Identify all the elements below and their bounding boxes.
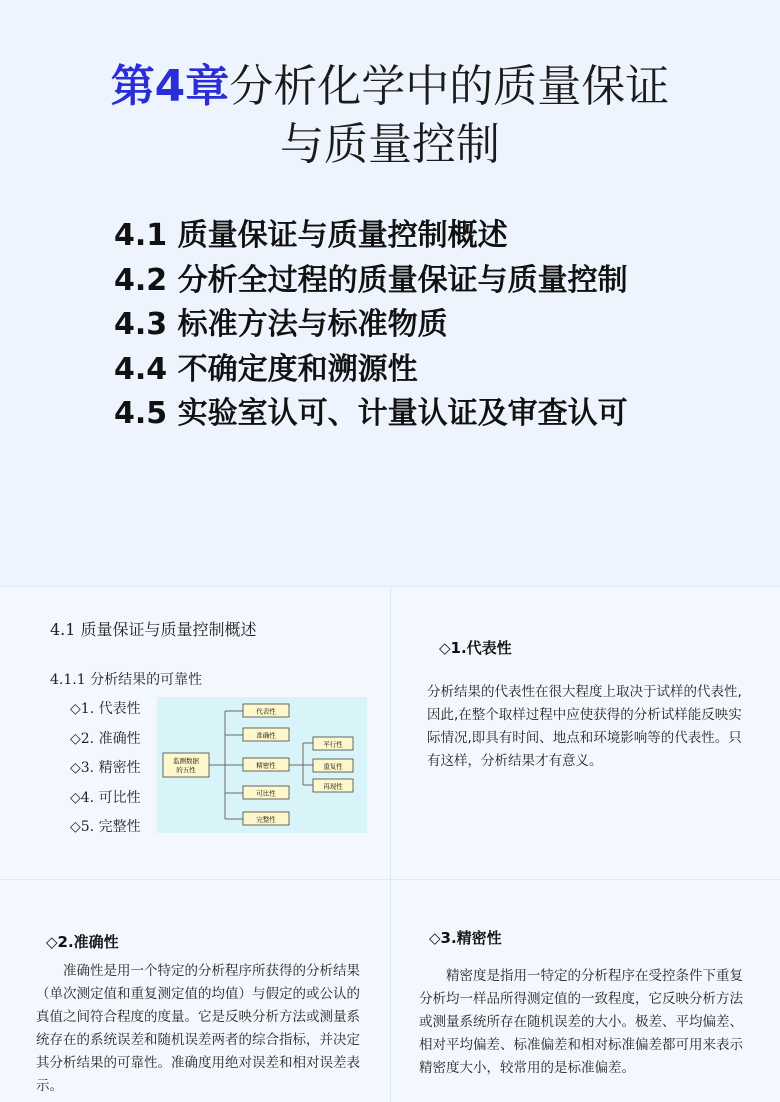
list-item: ◇5. 完整性 xyxy=(70,819,141,835)
representativeness-slide xyxy=(391,587,780,879)
reliability-list xyxy=(70,695,141,843)
subsection-title: 4.1.1 分析结果的可靠性 xyxy=(50,672,203,688)
five-properties-diagram xyxy=(157,697,367,833)
diagram-root-label: 的五性 xyxy=(176,766,196,774)
list-item: ◇2. 准确性 xyxy=(70,730,141,747)
diagram-label: 平行性 xyxy=(323,740,343,749)
toc-item: 4.1 质量保证与质量控制概述 xyxy=(114,218,508,253)
accuracy-text: 准确性是用一个特定的分析程序所获得的分析结果（单次测定值和重复测定值的均值）与假定的或公认的真值之间符合程度的度量。它是反映分析方法或测量系统存在的系统误差和随机误差两者的综合指标，并决定其分析结果的可靠性。准确度用绝对误差和相对误差表示。 xyxy=(36,963,360,1094)
list-item: ◇3. 精密性 xyxy=(70,760,141,776)
chapter-number: 第4章 xyxy=(110,61,230,112)
title-line-2: 与质量控制 xyxy=(280,119,500,170)
accuracy-heading: ◇2.准确性 xyxy=(46,933,119,951)
toc-item: 4.5 实验室认可、计量认证及审查认可 xyxy=(114,396,628,431)
title-text-1: 分析化学中的质量保证 xyxy=(229,61,670,112)
overview-slide xyxy=(0,587,390,879)
diagram-label: 重复性 xyxy=(323,762,343,771)
toc-item: 4.4 不确定度和溯源性 xyxy=(114,351,418,387)
accuracy-slide xyxy=(0,880,390,1102)
toc-item: 4.2 分析全过程的质量保证与质量控制 xyxy=(114,262,628,298)
table-of-contents xyxy=(114,214,628,437)
title-line-1 xyxy=(0,58,780,116)
precision-text: 精密度是指用一特定的分析程序在受控条件下重复分析均一样品所得测定值的一致程度，它反映分析方法或测量系统所存在随机误差的大小。极差、平均偏差、相对平均偏差、标准偏差和相对标准偏差都可用来表示精密度大小，较常用的是标准偏差。 xyxy=(419,968,743,1076)
list-item: ◇4. 可比性 xyxy=(70,789,141,806)
precision-heading: ◇3.精密性 xyxy=(429,929,502,947)
representativeness-text: 分析结果的代表性在很大程度上取决于试样的代表性,因此,在整个取样过程中应使获得的分析试样能反映实际情况,即具有时间、地点和环境影响等的代表性。只有这样，分析结果才有意义。 xyxy=(427,684,742,769)
section-title: 4.1 质量保证与质量控制概述 xyxy=(50,620,257,639)
diagram-label: 准确性 xyxy=(256,731,276,740)
diagram-root-label: 监测数据 xyxy=(173,757,199,765)
diagram-label: 完整性 xyxy=(256,815,276,824)
chapter-title xyxy=(0,58,780,174)
precision-slide xyxy=(391,880,780,1102)
diagram-label: 再现性 xyxy=(323,782,343,791)
diagram-label: 可比性 xyxy=(256,789,276,798)
diagram-label: 精密性 xyxy=(256,761,276,770)
representativeness-heading: ◇1.代表性 xyxy=(439,639,512,657)
toc-item: 4.3 标准方法与标准物质 xyxy=(114,307,448,342)
diagram-label: 代表性 xyxy=(256,707,276,716)
list-item: ◇1. 代表性 xyxy=(70,701,141,717)
